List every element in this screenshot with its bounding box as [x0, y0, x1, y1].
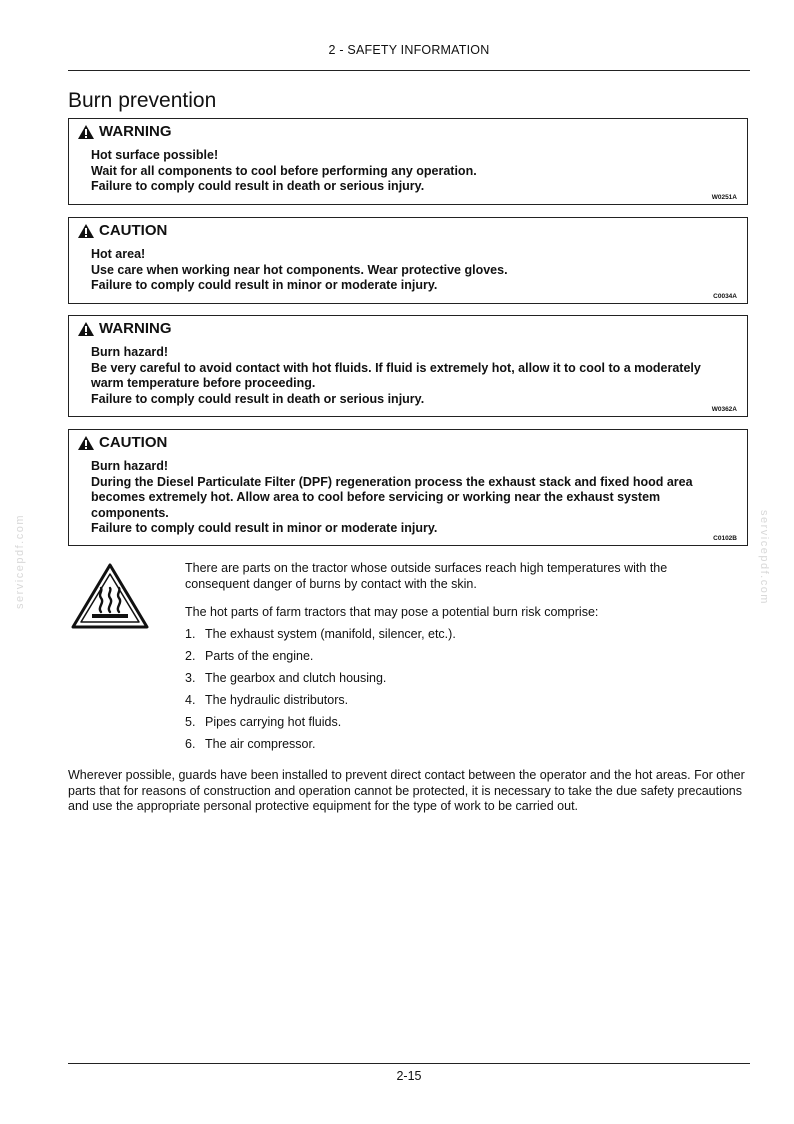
- list-item: [185, 737, 456, 759]
- list-text: Pipes carrying hot fluids.: [205, 715, 342, 729]
- notice-line: Failure to comply could result in minor or moderate injury.: [91, 521, 438, 535]
- watermark: servicepdf.com: [758, 510, 770, 605]
- caution-box: [68, 217, 748, 304]
- list-text: The exhaust system (manifold, silencer, etc.).: [205, 627, 456, 641]
- notice-body: [91, 148, 733, 195]
- notice-label: WARNING: [99, 123, 172, 140]
- list-number: 1.: [185, 627, 196, 641]
- notice-body: [91, 459, 733, 537]
- notice-line: Failure to comply could result in death or serious injury.: [91, 179, 425, 193]
- list-item: [185, 649, 456, 671]
- notice-code: C0034A: [713, 293, 737, 300]
- warning-triangle-icon: [77, 124, 95, 140]
- warning-box: [68, 315, 748, 417]
- notice-code: W0251A: [711, 194, 737, 201]
- list-number: 4.: [185, 693, 196, 707]
- section-title: Burn prevention: [68, 89, 217, 112]
- notice-code: C0102B: [713, 535, 737, 542]
- notice-label: CAUTION: [99, 222, 168, 239]
- notice-heading: [77, 434, 167, 451]
- footer-divider: [68, 1063, 750, 1064]
- list-number: 6.: [185, 737, 196, 751]
- notice-label: WARNING: [99, 320, 172, 337]
- notice-line: Failure to comply could result in minor or moderate injury.: [91, 278, 438, 292]
- notice-body: [91, 345, 733, 407]
- hot-parts-list: [185, 627, 456, 759]
- warning-triangle-icon: [77, 435, 95, 451]
- notice-line: Burn hazard!: [91, 459, 169, 473]
- notice-line: Hot area!: [91, 247, 146, 261]
- page-header: 2 - SAFETY INFORMATION: [328, 43, 490, 57]
- warning-triangle-icon: [77, 223, 95, 239]
- list-text: Parts of the engine.: [205, 649, 314, 663]
- warning-triangle-icon: [77, 321, 95, 337]
- notice-heading: [77, 320, 172, 337]
- notice-label: CAUTION: [99, 434, 168, 451]
- intro-paragraph: There are parts on the tractor whose outside surfaces reach high temperatures with the consequent danger of burns by contact with the skin.: [185, 561, 668, 591]
- list-text: The air compressor.: [205, 737, 316, 751]
- watermark: servicepdf.com: [14, 514, 26, 609]
- notice-line: Be very careful to avoid contact with hot fluids. If fluid is extremely hot, allow it to cool to a moderately warm temperature before proceeding.: [91, 360, 701, 390]
- notice-line: Use care when working near hot components. Wear protective gloves.: [91, 262, 508, 277]
- caution-box: [68, 429, 748, 546]
- list-text: The hydraulic distributors.: [205, 693, 349, 707]
- hot-surface-icon: [70, 561, 150, 631]
- page-number: 2-15: [396, 1069, 422, 1083]
- header-divider: [68, 70, 750, 71]
- list-text: The gearbox and clutch housing.: [205, 671, 387, 685]
- notice-code: W0362A: [711, 406, 737, 413]
- list-number: 2.: [185, 649, 196, 663]
- notice-heading: [77, 123, 172, 140]
- list-intro: The hot parts of farm tractors that may pose a potential burn risk comprise:: [185, 605, 599, 619]
- list-number: 5.: [185, 715, 196, 729]
- warning-box: [68, 118, 748, 205]
- notice-line: Wait for all components to cool before performing any operation.: [91, 163, 477, 178]
- notice-line: During the Diesel Particulate Filter (DPF) regeneration process the exhaust stack and fixed hood area becomes extremely hot. Allow area to cool before servicing or working near the exhaust system components.: [91, 474, 693, 520]
- list-item: [185, 715, 456, 737]
- list-item: [185, 627, 456, 649]
- list-item: [185, 671, 456, 693]
- notice-heading: [77, 222, 167, 239]
- notice-body: [91, 247, 733, 294]
- notice-line: Burn hazard!: [91, 345, 169, 359]
- list-number: 3.: [185, 671, 196, 685]
- notice-line: Hot surface possible!: [91, 148, 219, 162]
- list-item: [185, 693, 456, 715]
- closing-paragraph: Wherever possible, guards have been installed to prevent direct contact between the operator and the hot areas. For other parts that for reasons of construction and operation cannot be protected, it is necessary to take the due safety precautions and use the appropriate personal protective equipment for the type of work to be carried out.: [68, 768, 745, 813]
- notice-line: Failure to comply could result in death or serious injury.: [91, 391, 425, 406]
